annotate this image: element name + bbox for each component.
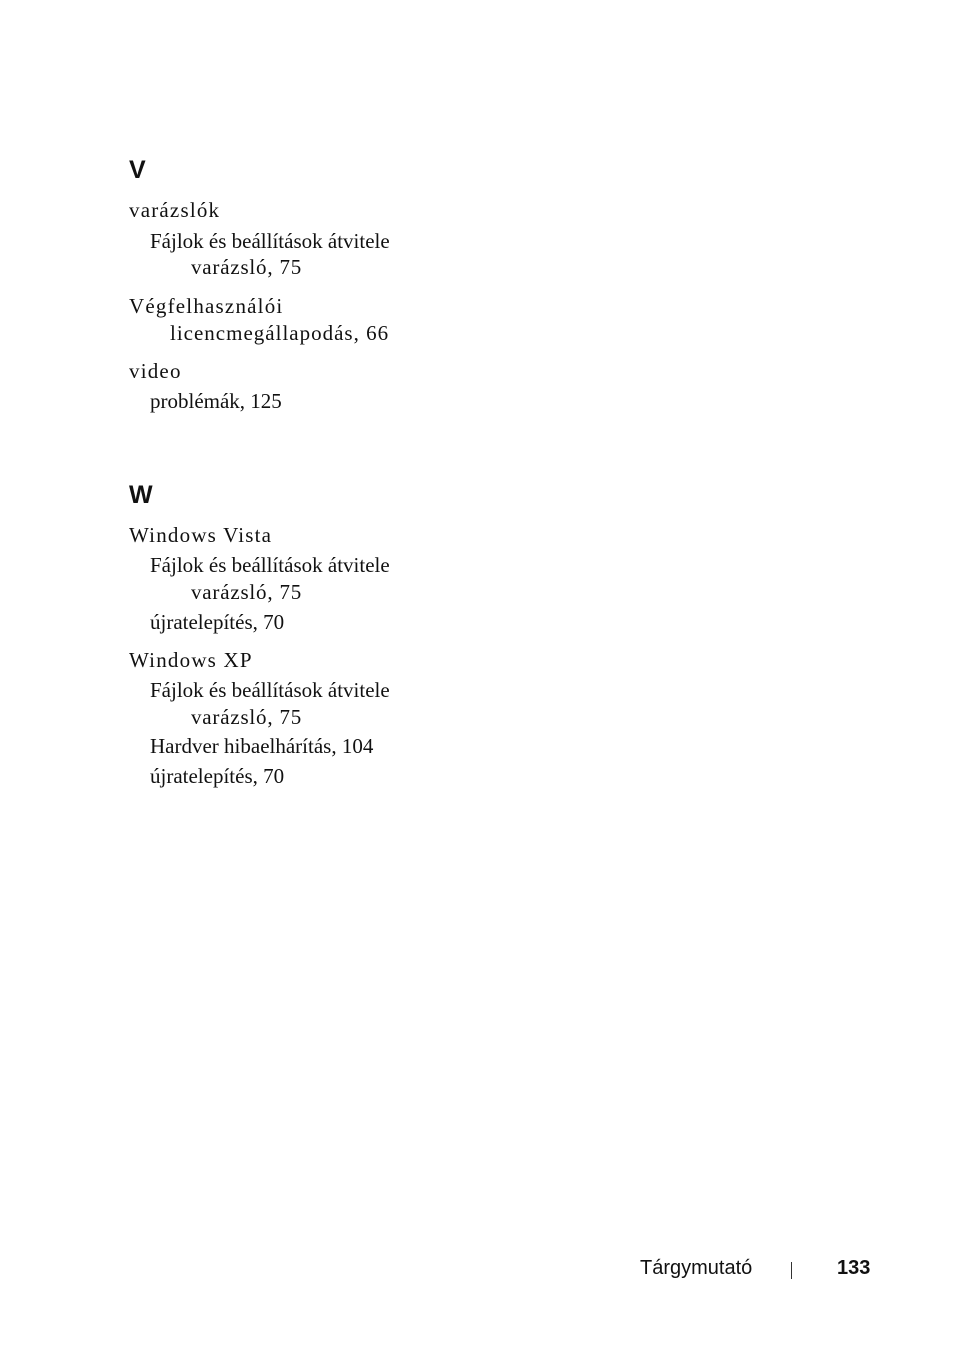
index-subentry-fajlok-atvitele: Fájlok és beállítások átvitele bbox=[150, 229, 390, 253]
index-entry-varazslok: varázslók bbox=[129, 198, 221, 222]
index-entry-continuation: licencmegállapodás, 66 bbox=[170, 321, 390, 345]
index-subentry-ujratelepites: újratelepítés, 70 bbox=[150, 764, 285, 788]
index-subentry-hardver-hibaelharitas: Hardver hibaelhárítás, 104 bbox=[150, 734, 374, 758]
index-entry-vegfelhasznaloi: Végfelhasználói bbox=[129, 294, 284, 318]
index-subentry-continuation: varázsló, 75 bbox=[191, 705, 303, 729]
index-entry-windows-vista: Windows Vista bbox=[129, 523, 273, 547]
index-entry-video: video bbox=[129, 359, 182, 383]
index-subentry-continuation: varázsló, 75 bbox=[191, 580, 303, 604]
footer-separator bbox=[791, 1262, 792, 1279]
page-number: 133 bbox=[837, 1257, 871, 1279]
index-subentry-continuation: varázsló, 75 bbox=[191, 255, 303, 279]
index-subentry-fajlok-atvitele: Fájlok és beállítások átvitele bbox=[150, 678, 390, 702]
index-entry-windows-xp: Windows XP bbox=[129, 648, 253, 672]
section-letter-v: V bbox=[129, 156, 146, 184]
index-subentry-problemak: problémák, 125 bbox=[150, 389, 282, 413]
section-letter-w: W bbox=[129, 481, 153, 509]
index-subentry-ujratelepites: újratelepítés, 70 bbox=[150, 610, 285, 634]
index-subentry-fajlok-atvitele: Fájlok és beállítások átvitele bbox=[150, 553, 390, 577]
footer-title: Tárgymutató bbox=[640, 1257, 753, 1279]
